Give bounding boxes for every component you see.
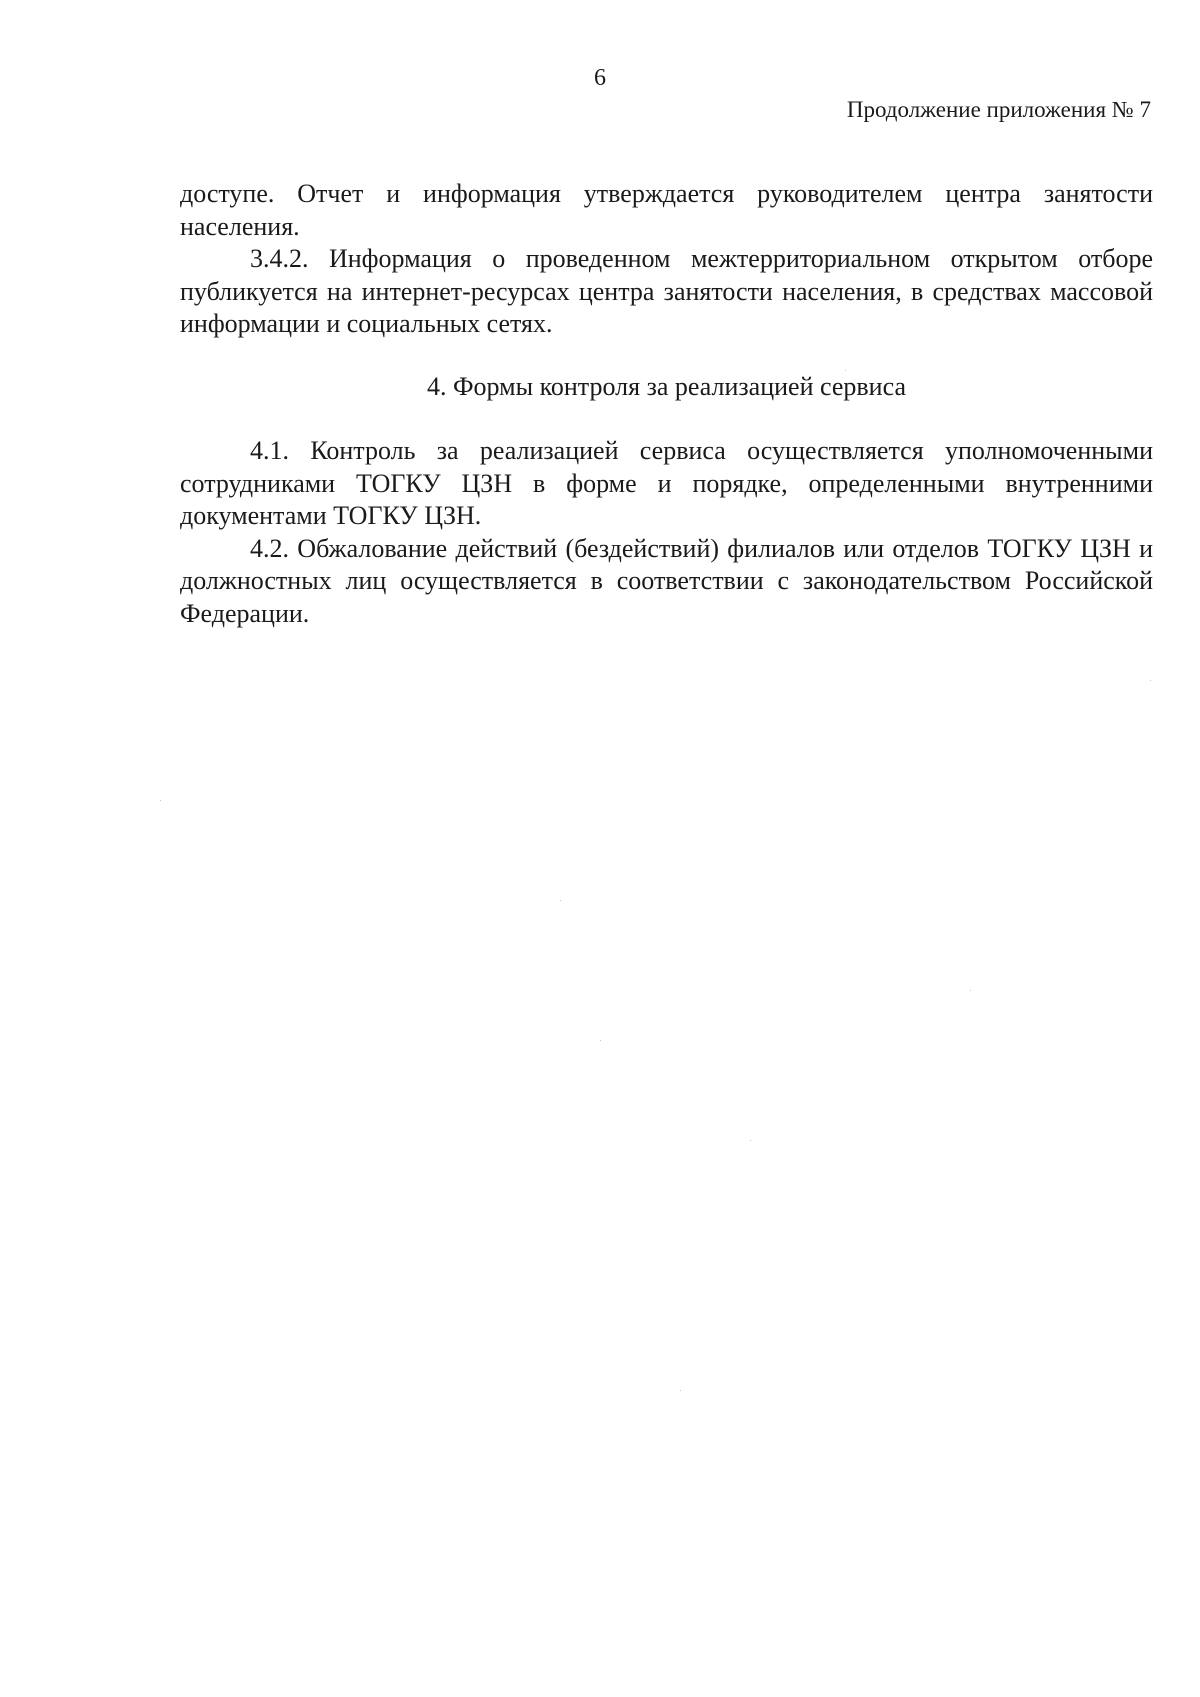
document-body <box>180 178 1153 630</box>
scan-speck <box>600 1040 601 1041</box>
scan-speck <box>970 990 971 991</box>
paragraph-4-2: 4.2. Обжалование действий (бездействий) филиалов или отделов ТОГКУ ЦЗН и должностных лиц осуществляется в соответствии с законодательством Российской Федерации. <box>180 533 1153 628</box>
scan-speck <box>1150 680 1151 681</box>
page-number: 6 <box>594 65 606 91</box>
scan-speck <box>160 800 161 801</box>
appendix-continuation-label: Продолжение приложения № 7 <box>846 97 1151 122</box>
scan-speck <box>680 1390 681 1391</box>
scan-speck <box>845 370 846 371</box>
section-4-heading: 4. Формы контроля за реализацией сервиса <box>427 371 906 401</box>
scan-speck <box>750 1140 751 1141</box>
scan-speck <box>560 900 561 901</box>
paragraph-4-1: 4.1. Контроль за реализацией сервиса осуществляется уполномоченными сотрудниками ТОГКУ ЦЗН в форме и порядке, определенными внутренними документами ТОГКУ ЦЗН. <box>180 436 1153 530</box>
paragraph-continued: доступе. Отчет и информация утверждается руководителем центра занятости населения. <box>180 179 1153 241</box>
paragraph-3-4-2: 3.4.2. Информация о проведенном межтерриториальном открытом отборе публикуется на интернет-ресурсах центра занятости населения, в средствах массовой информации и социальных сетях. <box>180 244 1153 338</box>
